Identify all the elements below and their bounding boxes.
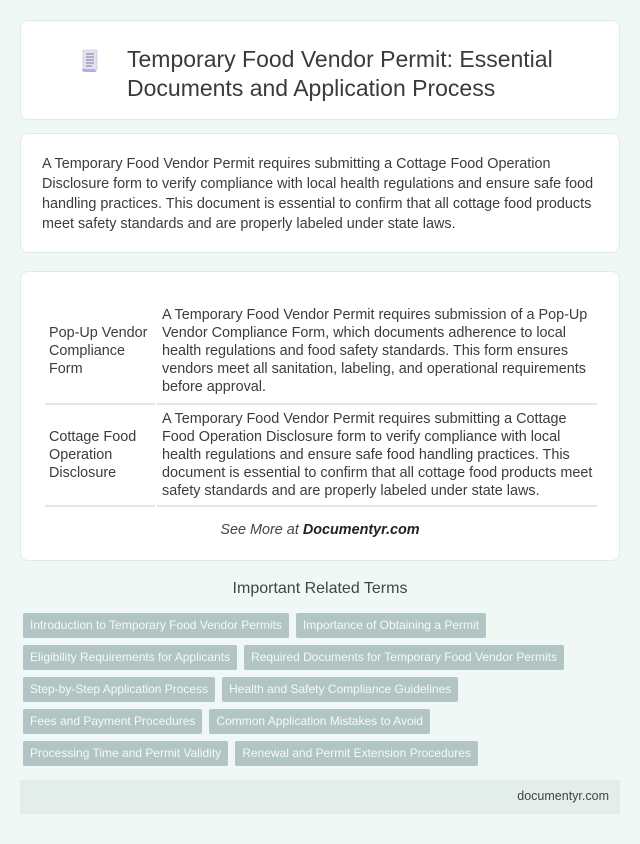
related-term-tag[interactable]: Fees and Payment Procedures	[23, 709, 202, 734]
related-term-tag[interactable]: Common Application Mistakes to Avoid	[209, 709, 430, 734]
tag-row	[23, 613, 623, 638]
table-cell-term: Cottage Food Operation Disclosure	[45, 405, 155, 507]
document-scroll-icon	[81, 49, 99, 73]
related-term-tag[interactable]: Required Documents for Temporary Food Vendor Permits	[244, 645, 564, 670]
tag-row	[23, 645, 623, 670]
footer	[20, 780, 620, 814]
related-term-tag[interactable]: Importance of Obtaining a Permit	[296, 613, 486, 638]
documents-table-card	[20, 271, 620, 561]
related-term-tag[interactable]: Renewal and Permit Extension Procedures	[235, 741, 478, 766]
table-cell-description: A Temporary Food Vendor Permit requires submitting a Cottage Food Operation Disclosure form to verify compliance with local health regulations and ensure safe food handling practices. This document is essential to confirm that all cottage food products meet safety standards and are properly labeled under state laws.	[157, 405, 597, 507]
related-term-tag[interactable]: Step-by-Step Application Process	[23, 677, 215, 702]
documents-table	[43, 300, 599, 507]
footer-site-link[interactable]: documentyr.com	[517, 789, 609, 803]
summary-text: A Temporary Food Vendor Permit requires submitting a Cottage Food Operation Disclosure form to verify compliance with local health regulations and ensure safe food handling practices. This document is essential to confirm that all cottage food products meet safety standards and are properly labeled under state laws.	[42, 156, 594, 232]
related-term-tag[interactable]: Health and Safety Compliance Guidelines	[222, 677, 458, 702]
related-term-tag[interactable]: Eligibility Requirements for Applicants	[23, 645, 237, 670]
related-term-tag[interactable]: Processing Time and Permit Validity	[23, 741, 228, 766]
table-row	[45, 300, 597, 405]
see-more	[21, 522, 619, 538]
tag-row	[23, 709, 623, 734]
tag-row	[23, 741, 623, 766]
summary-card	[20, 133, 620, 253]
related-terms-list	[23, 613, 623, 773]
page-title: Temporary Food Vendor Permit: Essential Documents and Application Process	[127, 46, 553, 101]
related-term-tag[interactable]: Introduction to Temporary Food Vendor Permits	[23, 613, 289, 638]
title-card	[20, 20, 620, 120]
tag-row	[23, 677, 623, 702]
related-terms-heading: Important Related Terms	[232, 580, 408, 597]
table-row	[45, 405, 597, 507]
see-more-link[interactable]: Documentyr.com	[302, 522, 420, 538]
see-more-prefix: See More at	[220, 522, 303, 538]
table-cell-description: A Temporary Food Vendor Permit requires submission of a Pop-Up Vendor Compliance Form, which documents adherence to local health regulations and food safety standards. This form ensures vendors meet all sanitation, labeling, and operational requirements before approval.	[157, 300, 597, 405]
table-cell-term: Pop-Up Vendor Compliance Form	[45, 300, 155, 405]
